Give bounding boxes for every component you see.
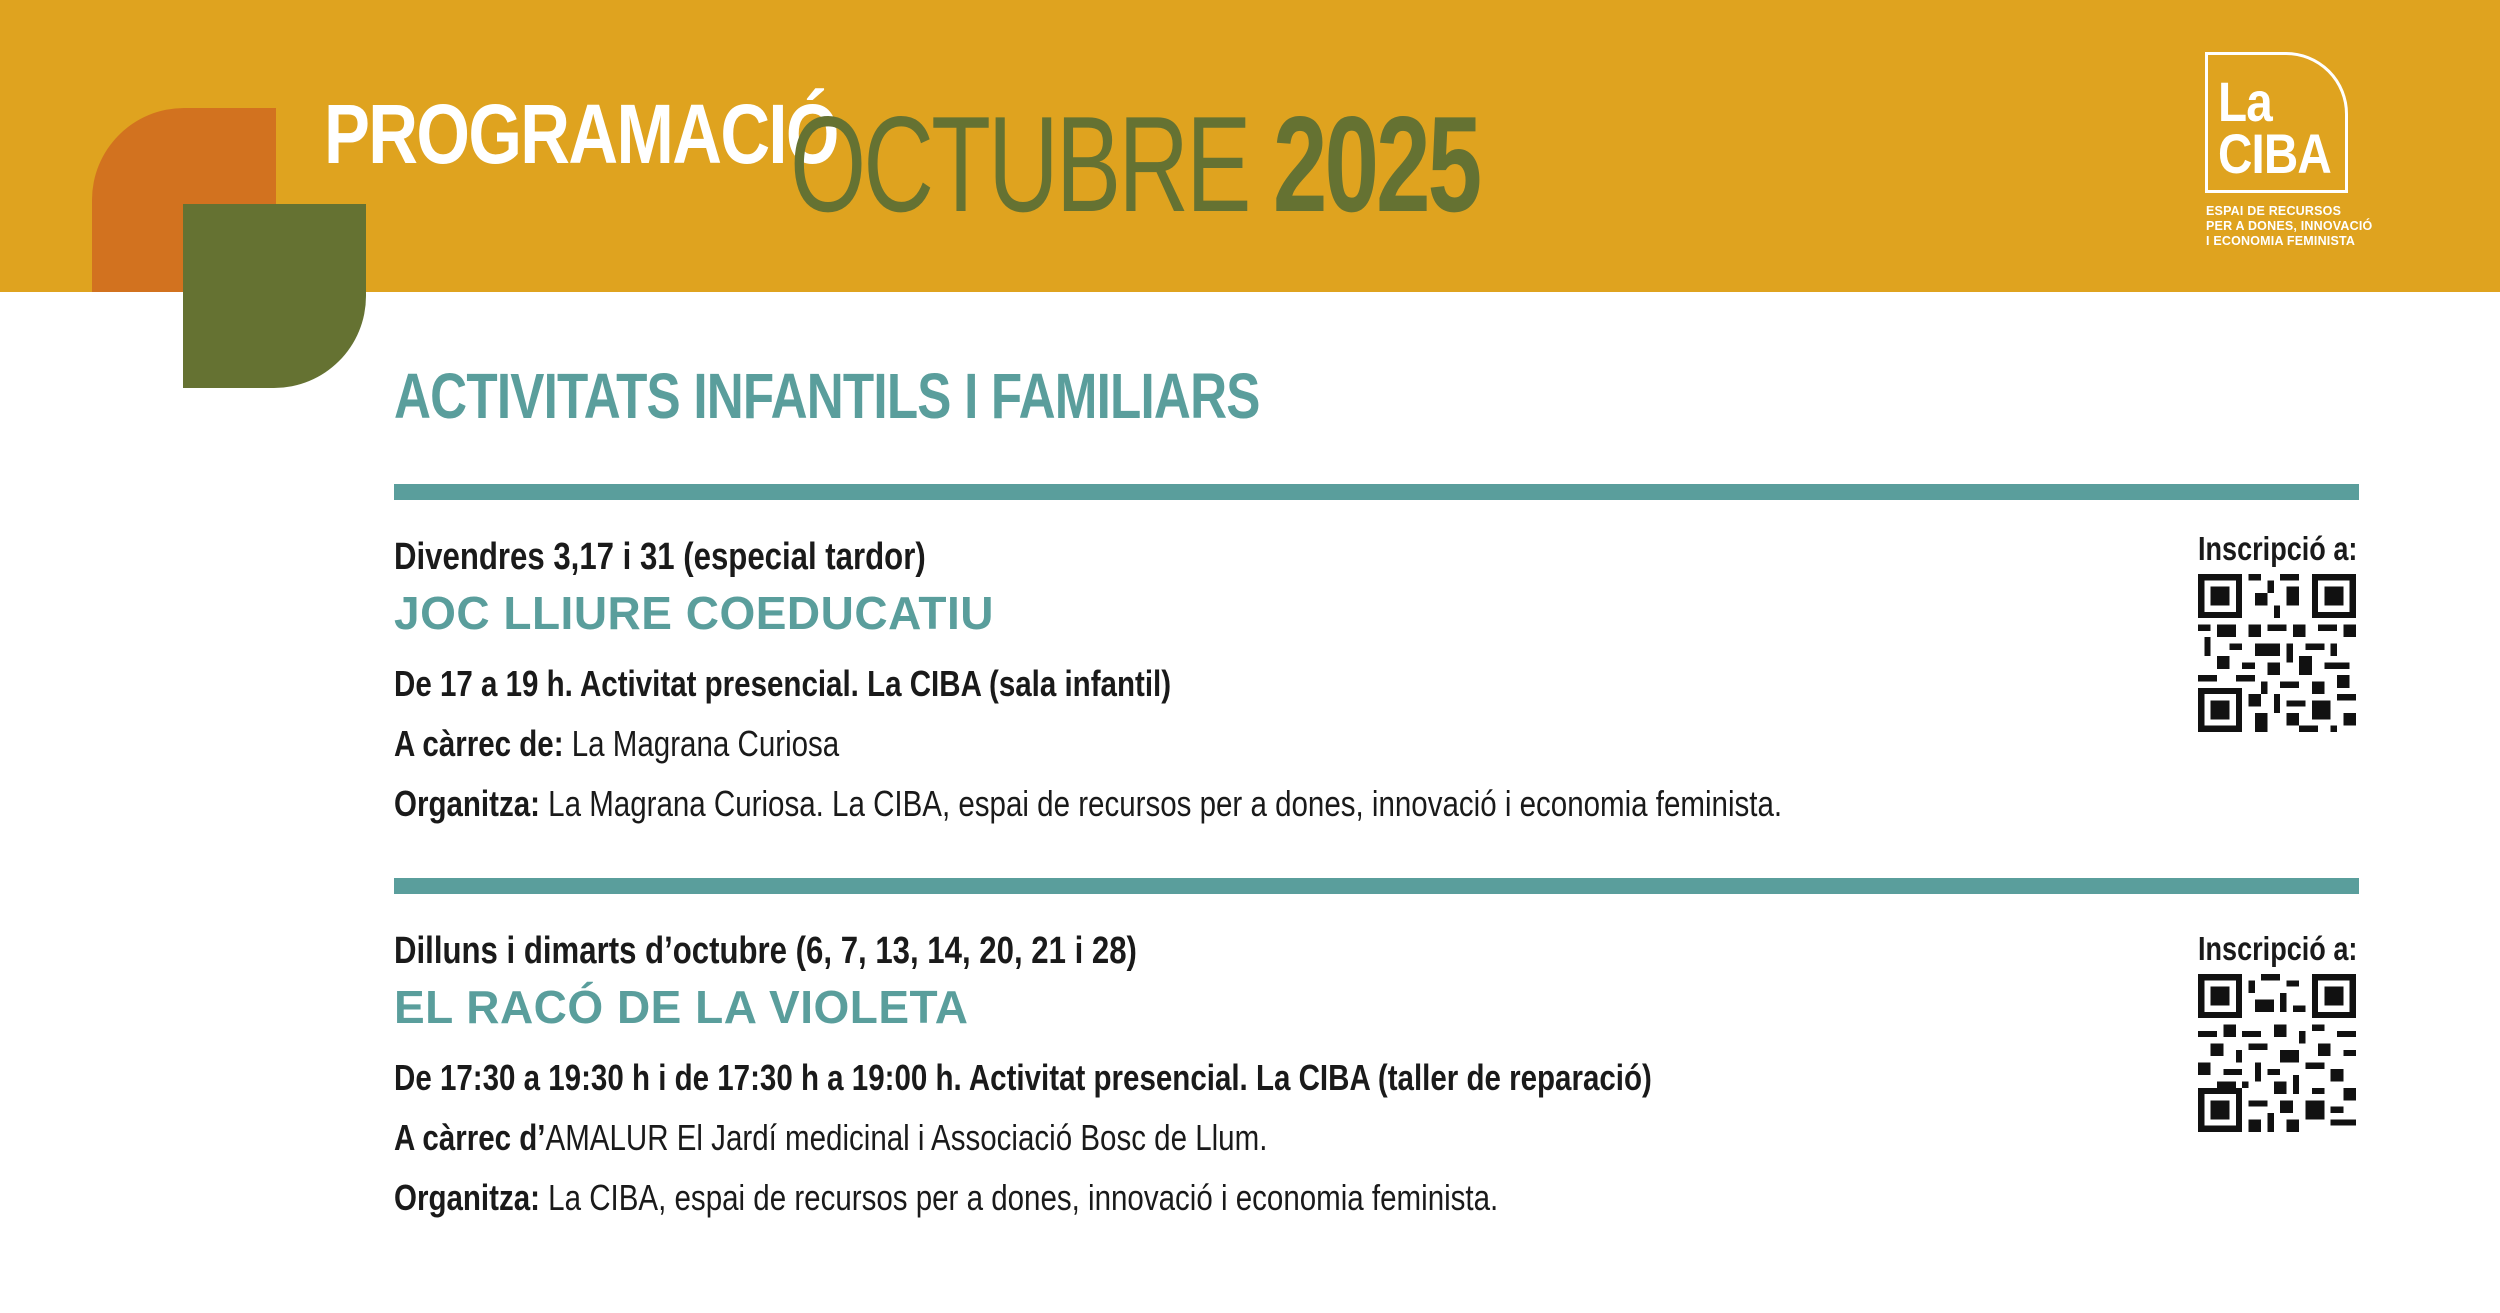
event-by-value: AMALUR El Jardí medicinal i Associació Bosc de Llum. [545, 1117, 1268, 1158]
event-date: Divendres 3,17 i 31 (especial tardor) [394, 536, 926, 578]
registration-label: Inscripció a: [2198, 930, 2358, 967]
logo-wordmark [2218, 70, 2331, 185]
event-by-label: A càrrec de: [394, 723, 564, 764]
event-org-label: Organitza: [394, 783, 540, 824]
event-schedule: De 17:30 a 19:30 h i de 17:30 h a 19:00 h. Activitat presencial. La CIBA (taller de reparació) [394, 1057, 1652, 1098]
logo-tagline-1: ESPAI DE RECURSOS [2206, 204, 2342, 218]
event-schedule: De 17 a 19 h. Activitat presencial. La CIBA (sala infantil) [394, 663, 1172, 704]
qr-code-icon[interactable] [2198, 974, 2356, 1132]
month-label: OCTUBRE [790, 88, 1249, 240]
month-title [790, 88, 1480, 240]
logo-tagline-3: I ECONOMIA FEMINISTA [2206, 234, 2356, 248]
logo-tagline [2206, 204, 2372, 249]
qr-code-icon[interactable] [2198, 574, 2356, 732]
event-by [394, 1117, 1870, 1158]
event-date: Dilluns i dimarts d’octubre (6, 7, 13, 14, 20, 21 i 28) [394, 930, 1137, 972]
programacio-title: PROGRAMACIÓ [324, 87, 838, 181]
logo-line-1: La [2218, 70, 2272, 133]
event-org-value: La Magrana Curiosa. La CIBA, espai de recursos per a dones, innovació i economia feminista. [539, 783, 1783, 824]
event-card-1 [394, 538, 2194, 822]
divider-rule-2 [394, 878, 2359, 894]
year-label: 2025 [1272, 88, 1480, 240]
logo-line-2: CIBA [2218, 122, 2331, 185]
event-org-label: Organitza: [394, 1177, 540, 1218]
event-title: JOC LLIURE COEDUCATIU [394, 587, 994, 639]
logo-tagline-2: PER A DONES, INNOVACIÓ [2206, 219, 2373, 233]
event-by-label: A càrrec d’ [394, 1117, 546, 1158]
event-org-value: La CIBA, espai de recursos per a dones, innovació i economia feminista. [539, 1177, 1499, 1218]
event-by-value: La Magrana Curiosa [563, 723, 840, 764]
divider-rule-1 [394, 484, 2359, 500]
green-leaf-shape [183, 204, 366, 388]
event-organizer [394, 1177, 1870, 1218]
event-title: EL RACÓ DE LA VIOLETA [394, 981, 969, 1033]
section-title: ACTIVITATS INFANTILS I FAMILIARS [394, 360, 1260, 432]
event-organizer [394, 783, 1870, 824]
registration-label: Inscripció a: [2198, 530, 2358, 567]
event-by [394, 723, 1870, 764]
event-card-2 [394, 932, 2194, 1216]
